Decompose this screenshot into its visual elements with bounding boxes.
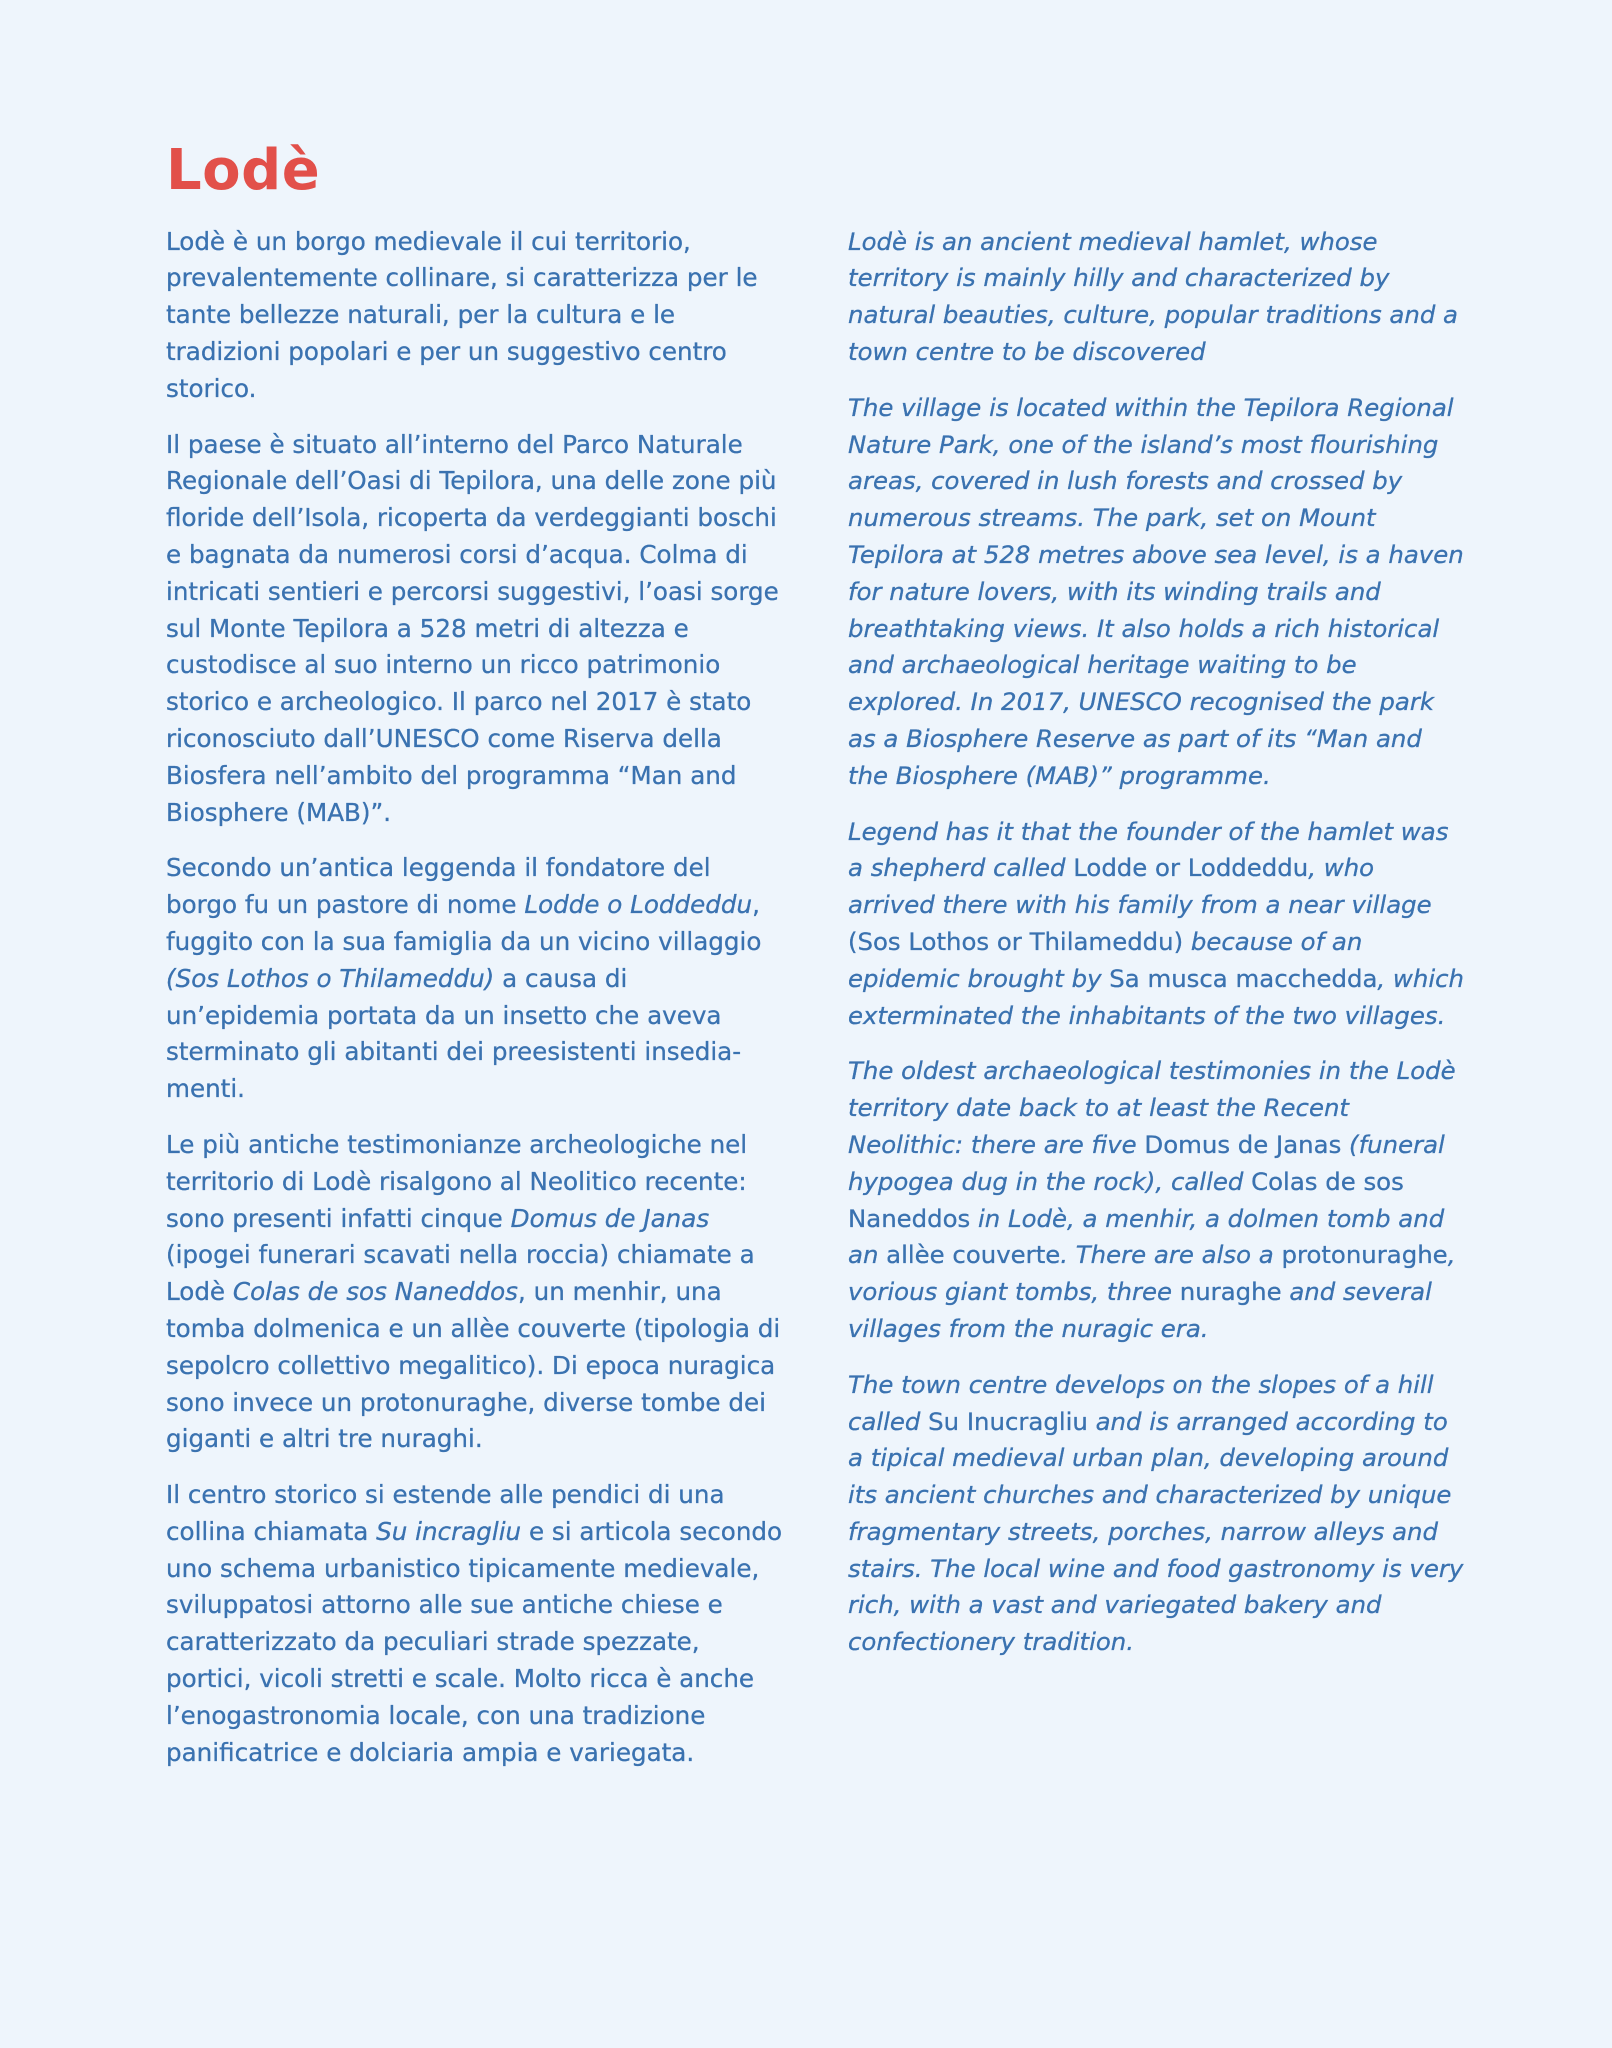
text-span: Secondo un’antica leggenda il fondatore del borgo fu un pastore di nome xyxy=(166,853,711,920)
upright-span: Colas de sos Naneddos xyxy=(848,1166,1404,1233)
page-content xyxy=(166,140,1466,1790)
italian-paragraph-archaeology xyxy=(166,1127,784,1458)
italian-paragraph-park: Il paese è situato all’interno del Parco Naturale Regionale dell’Oasi di Tepilora, una delle zone più floride dell’Isola, ricoperta da verdeggianti boschi e bagnata da numerosi corsi d’acqua. Colma di intricati sentieri e percorsi suggestivi, l’oasi sorge sul Monte Tepilora a 528 metri di altezza e custodisce al suo interno un ricco patrimonio storico e archeologico. Il parco nel 2017 è stato riconosciuto dall’UNESCO come Riserva della Biosfera nell’ambito del programma “Man and Biosphere (MAB)”. xyxy=(166,429,779,827)
english-paragraph-archaeology xyxy=(848,1053,1466,1347)
upright-span: Sa musca macchedda xyxy=(1109,963,1378,993)
text-span: . There are also a xyxy=(1060,1240,1282,1270)
text-span: because of an epidemic brought by xyxy=(848,926,1363,993)
english-paragraph-legend xyxy=(848,814,1466,1035)
page-title: Lodè xyxy=(166,138,321,203)
text-span: e si articola secondo uno schema urbanistico tipicamente medievale, sviluppatosi attorno alle sue antiche chiese e caratterizzato da peculiari strade spezzate, portici, vicoli stretti e scale. Molto ricca è anche l’enogastronomia locale, con una tradizione panificatrice e dolciaria ampia e variegata. xyxy=(166,1516,783,1767)
text-span: and is arranged according to a tipical medieval urban plan, developing around its ancient churches and characterized by unique fragmentary streets, porches, narrow alleys and stairs. The local wine and food gastronomy is very rich, with a vast and variegated bakery and confectionery tradition. xyxy=(848,1406,1464,1657)
text-span: , who arrived there with his family from a near village xyxy=(848,853,1432,920)
text-span: The oldest archaeological testimonies in the Lodè territory date back to at least the Recent Neolithic: there are five xyxy=(848,1056,1456,1159)
text-span: The town centre develops on the slopes of a hill called xyxy=(848,1369,1434,1436)
text-span: , fuggito con la sua famiglia da un vicino villaggio xyxy=(166,890,762,956)
two-column-body xyxy=(166,224,1466,1791)
upright-span: (Sos Lothos or Thilameddu) xyxy=(848,926,1184,956)
english-paragraph-town-centre xyxy=(848,1367,1466,1661)
italian-paragraph-town-centre xyxy=(166,1477,784,1771)
upright-span: Domus de Janas xyxy=(1144,1129,1342,1159)
upright-span: nuraghe xyxy=(1179,1277,1282,1307)
italic-span: Colas de sos Naneddos xyxy=(232,1277,518,1307)
text-span: (funeral hypogea dug in the rock), called xyxy=(848,1129,1445,1196)
english-column xyxy=(848,224,1466,1791)
upright-span: Lodde or Loddeddu xyxy=(1073,853,1309,883)
text-span: , un menhir, una tomba dolmenica e un allèe couverte (tipologia di sepolcro collettivo megalitico). Di epoca nuragica sono invece un protonuraghe, diverse tombe dei giganti e altri tre nuraghi. xyxy=(166,1277,781,1454)
italian-paragraph-legend xyxy=(166,850,784,1108)
italic-span: Su incragliu xyxy=(376,1516,522,1546)
text-span: and several villages from the nuragic era. xyxy=(848,1277,1432,1343)
text-span: Il centro storico si estende alle pendici di una collina chiamata xyxy=(166,1480,725,1546)
text-span: a causa di un’epidemia portata da un insetto che aveva sterminato gli abitanti dei preesistenti insediamenti. xyxy=(166,963,742,1104)
italic-span: Domus de Janas xyxy=(510,1203,710,1233)
upright-span: protonuraghe xyxy=(1281,1240,1448,1270)
text-span: Legend has it that the founder of the hamlet was a shepherd called xyxy=(848,816,1449,883)
english-paragraph-intro: Lodè is an ancient medieval hamlet, whose territory is mainly hilly and characterized by natural beauties, culture, popular traditions and a town centre to be discovered xyxy=(848,226,1459,366)
text-span: (ipogei funerari scavati nella roccia) chiamate a Lodè xyxy=(166,1240,755,1307)
italian-column xyxy=(166,224,784,1791)
text-span: , which exterminated the inhabitants of the two villages. xyxy=(848,963,1464,1030)
text-span: Le più antiche testimonianze archeologiche nel territorio di Lodè risalgono al Neolitico recente: sono presenti infatti cinque xyxy=(166,1129,748,1233)
italic-span: Lodde o Loddeddu xyxy=(524,890,753,920)
text-span: in Lodè, a menhir, a dolmen tomb and an xyxy=(848,1203,1445,1270)
italic-span: (Sos Lothos o Thilameddu) xyxy=(166,963,495,993)
english-paragraph-park: The village is located within the Tepilora Regional Nature Park, one of the island’s most flourishing areas, covered in lush forests and crossed by numerous streams. The park, set on Mount Tepilora at 528 metres above sea level, is a haven for nature lovers, with its winding trails and breathtaking views. It also holds a rich historical and archaeological heritage waiting to be explored. In 2017, UNESCO recognised the park as a Biosphere Reserve as part of its “Man and the Biosphere (MAB)” programme. xyxy=(848,392,1464,790)
italian-paragraph-intro: Lodè è un borgo medievale il cui territorio, prevalentemente collinare, si caratterizza per le tante bellezze naturali, per la cultura e le tradizioni popolari e per un suggestivo centro storico. xyxy=(166,226,758,403)
upright-span: allèe couverte xyxy=(886,1240,1061,1270)
upright-span: Su Inucragliu xyxy=(928,1406,1088,1436)
text-span: , vorious giant tombs, three xyxy=(848,1240,1456,1307)
